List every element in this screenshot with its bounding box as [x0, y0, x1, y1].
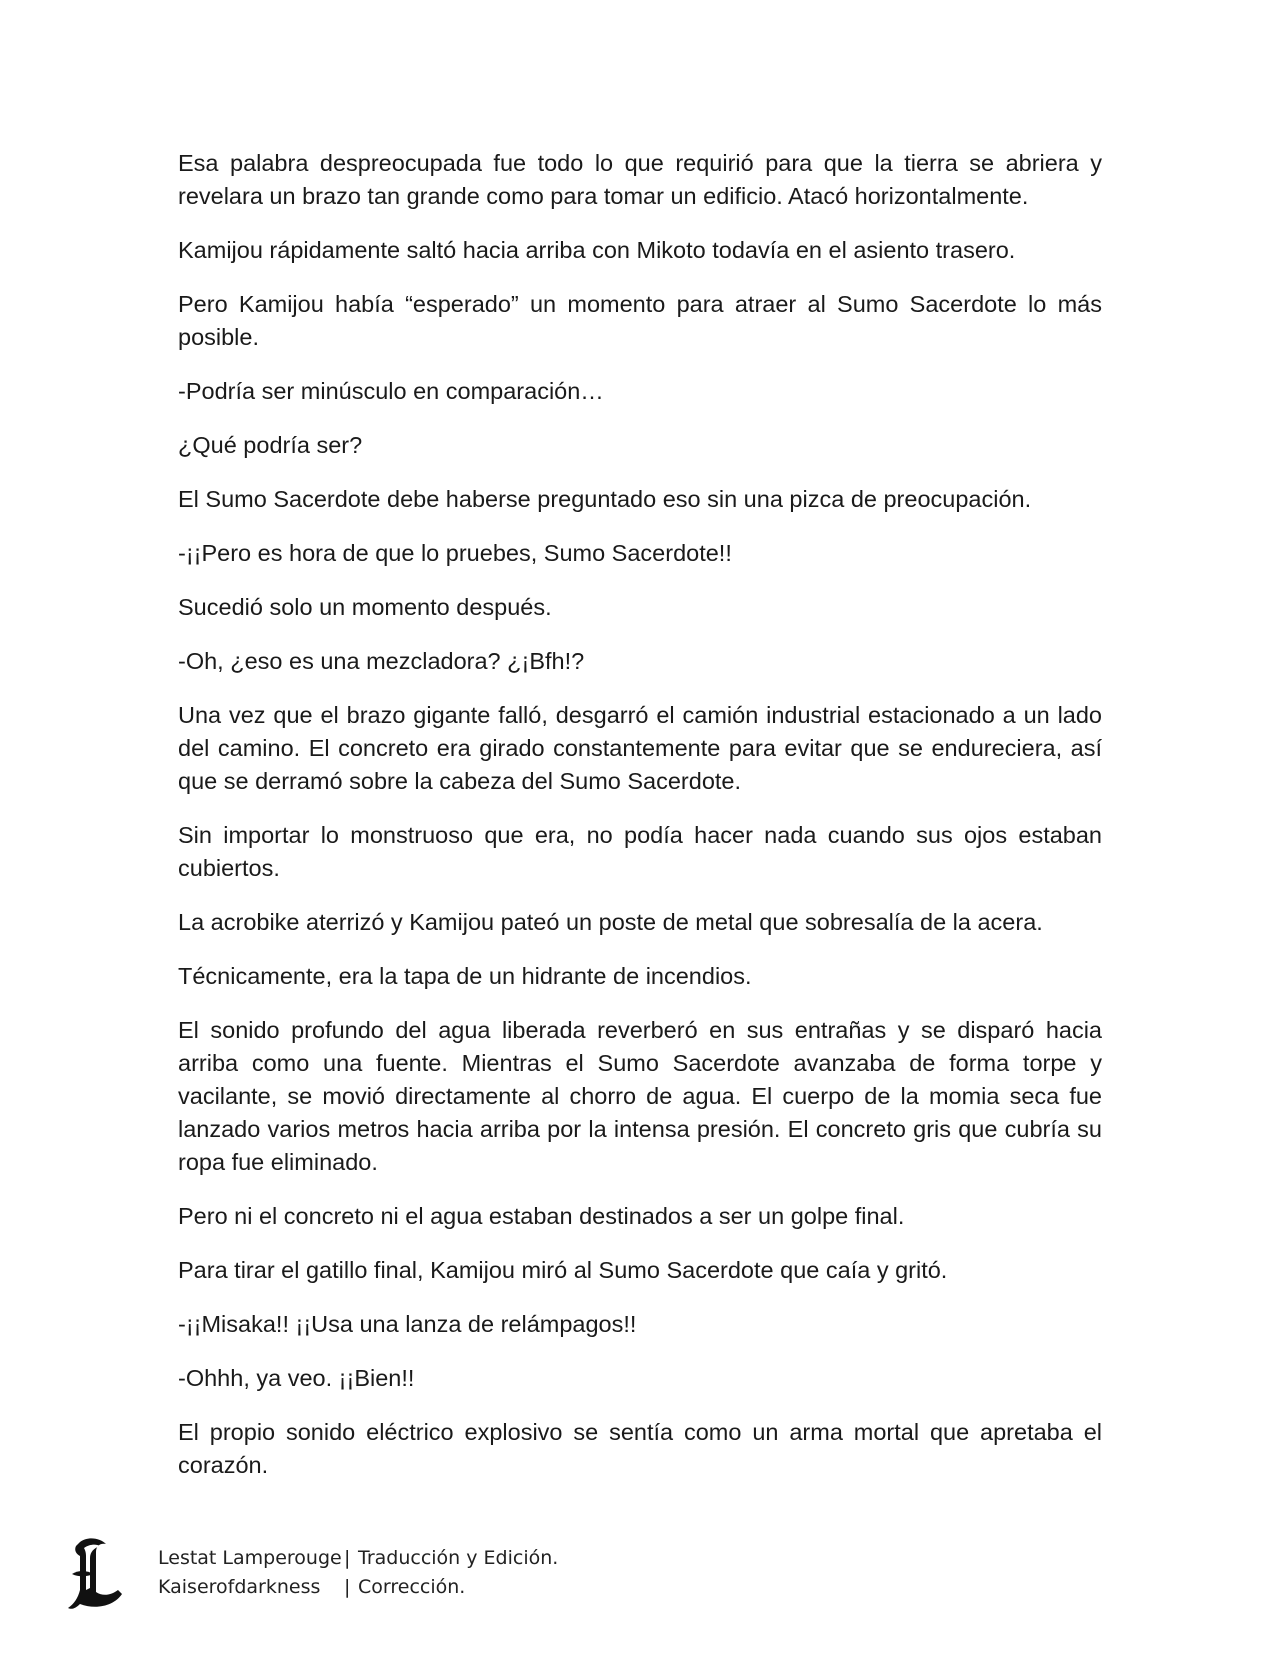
- paragraph: El Sumo Sacerdote debe haberse preguntado eso sin una pizca de preocupación.: [178, 486, 1032, 512]
- credit-row: [158, 1573, 558, 1602]
- paragraph: -Ohhh, ya veo. ¡¡Bien!!: [178, 1365, 415, 1391]
- credit-row: [158, 1544, 558, 1573]
- paragraph: -¡¡Pero es hora de que lo pruebes, Sumo Sacerdote!!: [178, 540, 732, 566]
- page-footer: [66, 1534, 766, 1614]
- paragraph: Sin importar lo monstruoso que era, no podía hacer nada cuando sus ojos estaban cubiertos.: [178, 822, 1102, 881]
- paragraph: Pero ni el concreto ni el agua estaban destinados a ser un golpe final.: [178, 1203, 905, 1229]
- paragraph: Para tirar el gatillo final, Kamijou miró al Sumo Sacerdote que caía y gritó.: [178, 1257, 948, 1283]
- credits: [158, 1544, 558, 1602]
- credit-name: Kaiserofdarkness: [158, 1576, 321, 1598]
- credit-separator: |: [344, 1547, 351, 1569]
- credit-separator: |: [344, 1576, 351, 1598]
- paragraph: -Podría ser minúsculo en comparación…: [178, 378, 604, 404]
- gothic-L-icon: [66, 1534, 126, 1614]
- document-body: [178, 147, 1102, 1503]
- paragraph: ¿Qué podría ser?: [178, 432, 363, 458]
- paragraph: Una vez que el brazo gigante falló, desgarró el camión industrial estacionado a un lado del camino. El concreto era girado constantemente para evitar que se endureciera, así que se derramó sobre la cabeza del Sumo Sacerdote.: [178, 702, 1102, 794]
- paragraph: Kamijou rápidamente saltó hacia arriba con Mikoto todavía en el asiento trasero.: [178, 237, 1016, 263]
- paragraph: Pero Kamijou había “esperado” un momento para atraer al Sumo Sacerdote lo más posible.: [178, 291, 1102, 350]
- paragraph: El sonido profundo del agua liberada reverberó en sus entrañas y se disparó hacia arriba como una fuente. Mientras el Sumo Sacerdote avanzaba de forma torpe y vacilante, se movió directamente al chorro de agua. El cuerpo de la momia seca fue lanzado varios metros hacia arriba por la intensa presión. El concreto gris que cubría su ropa fue eliminado.: [178, 1017, 1102, 1175]
- paragraph: El propio sonido eléctrico explosivo se sentía como un arma mortal que apretaba el corazón.: [178, 1419, 1102, 1478]
- paragraph: La acrobike aterrizó y Kamijou pateó un poste de metal que sobresalía de la acera.: [178, 909, 1043, 935]
- credit-name: Lestat Lamperouge: [158, 1547, 342, 1569]
- paragraph: Esa palabra despreocupada fue todo lo que requirió para que la tierra se abriera y revelara un brazo tan grande como para tomar un edificio. Atacó horizontalmente.: [178, 150, 1102, 209]
- paragraph: Sucedió solo un momento después.: [178, 594, 552, 620]
- paragraph: Técnicamente, era la tapa de un hidrante de incendios.: [178, 963, 752, 989]
- paragraph: -¡¡Misaka!! ¡¡Usa una lanza de relámpagos!!: [178, 1311, 637, 1337]
- credit-role: Corrección.: [358, 1576, 466, 1598]
- credit-role: Traducción y Edición.: [358, 1547, 559, 1569]
- paragraph: -Oh, ¿eso es una mezcladora? ¿¡Bfh!?: [178, 648, 585, 674]
